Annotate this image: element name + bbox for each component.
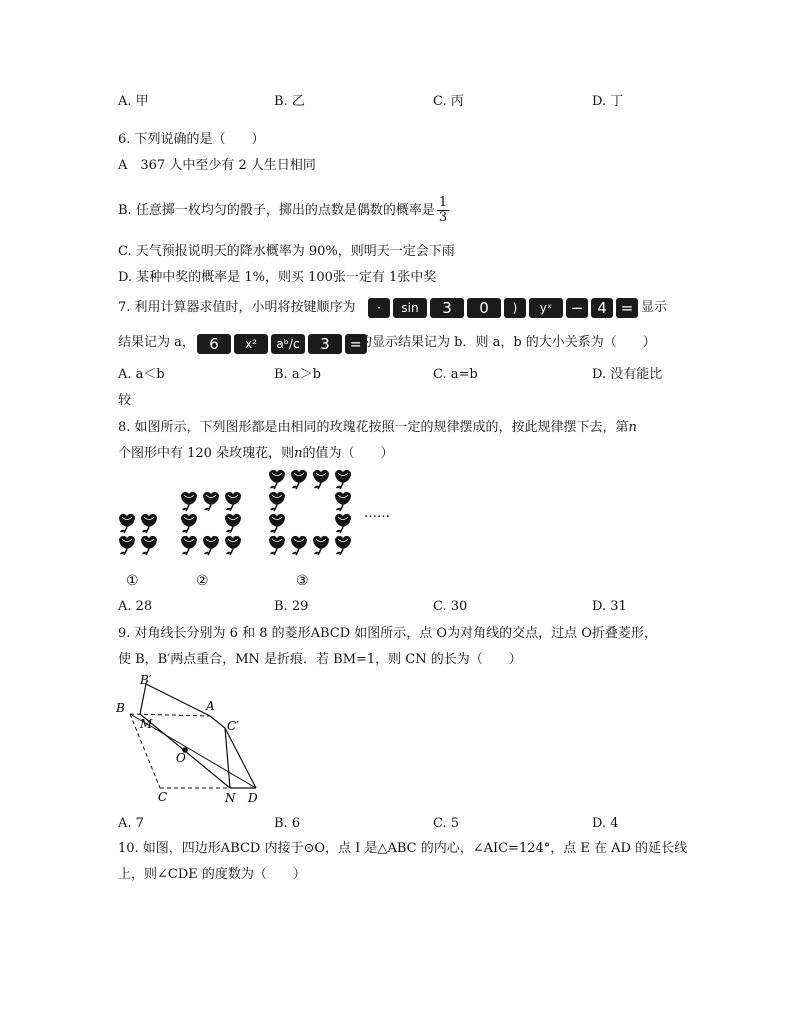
rose-icon bbox=[269, 492, 285, 511]
q6-option-b-text: B. 任意掷一枚均匀的骰子，掷出的点数是偶数的概率是 bbox=[118, 203, 435, 218]
rose-icon bbox=[291, 536, 307, 555]
q7-line1-prefix: 7. 利用计算器求值时，小明将按键顺序为 bbox=[118, 300, 356, 315]
q7-option-a: A. a＜b bbox=[118, 367, 165, 382]
q8-option-c: C. 30 bbox=[433, 599, 468, 614]
q7-line1-suffix: 显示 bbox=[641, 300, 668, 315]
calc-key: 4 bbox=[591, 298, 613, 318]
rose-icon bbox=[225, 492, 241, 511]
q7-line2-suffix: 的显示结果记为 b．则 a，b 的大小关系为（ ） bbox=[359, 335, 656, 350]
q9-line2: 使 B，B′两点重合，MN 是折痕．若 BM=1，则 CN 的长为（ ） bbox=[118, 652, 522, 667]
calc-key: 3 bbox=[430, 298, 464, 318]
label-d: D bbox=[248, 791, 258, 805]
rose-figure-2 bbox=[181, 492, 241, 555]
q6-option-c: C. 天气预报说明天的降水概率为 90%，则明天一定会下雨 bbox=[118, 244, 455, 259]
q9-rhombus-figure bbox=[110, 670, 270, 810]
label-b-prime: B′ bbox=[140, 673, 152, 687]
var-n: n bbox=[294, 446, 303, 461]
q8-line2 bbox=[118, 445, 393, 463]
q6-option-a: A 367 人中至少有 2 人生日相同 bbox=[118, 158, 316, 173]
label-n: N bbox=[225, 791, 236, 805]
rose-icon bbox=[269, 536, 285, 555]
rose-icon bbox=[181, 492, 197, 511]
q8-line2-suffix: 的值为（ ） bbox=[302, 446, 394, 461]
q9-line1: 9. 对角线长分别为 6 和 8 的菱形ABCD 如图所示，点 O为对角线的交点，过点 O折叠菱形， bbox=[118, 626, 657, 641]
calc-key: 6 bbox=[197, 334, 231, 354]
calc-key: · bbox=[368, 298, 390, 318]
segment-bp-m bbox=[140, 684, 146, 714]
calc-key: 0 bbox=[467, 298, 501, 318]
rose-figure-3 bbox=[269, 470, 351, 555]
rose-icon bbox=[225, 514, 241, 533]
label-a: A bbox=[206, 699, 215, 713]
calc-key: = bbox=[616, 298, 638, 318]
q9-option-c: C. 5 bbox=[433, 816, 460, 831]
label-o: O bbox=[176, 751, 186, 765]
calc-key: 3 bbox=[308, 334, 342, 354]
rose-icon bbox=[291, 470, 307, 489]
label-b: B bbox=[116, 701, 125, 715]
rose-icon bbox=[335, 514, 351, 533]
q8-line1 bbox=[118, 419, 637, 437]
calc-key: sin bbox=[393, 298, 427, 318]
q6-option-d: D. 某种中奖的概率是 1%，则买 100张一定有 1张中奖 bbox=[118, 270, 437, 285]
fraction bbox=[437, 196, 449, 225]
q7-key-sequence-2 bbox=[197, 333, 370, 354]
q7-key-sequence-1 bbox=[368, 297, 641, 318]
q5-option-d: D. 丁 bbox=[592, 94, 624, 109]
figure-label-3: ③ bbox=[296, 573, 309, 589]
q8-option-a: A. 28 bbox=[118, 599, 153, 614]
q9-option-a: A. 7 bbox=[118, 816, 144, 831]
q7-option-b: B. a＞b bbox=[274, 367, 321, 382]
label-c-prime: C′ bbox=[227, 719, 239, 733]
rose-icon bbox=[119, 536, 135, 555]
q8-ellipsis: …… bbox=[364, 506, 390, 521]
calc-key: = bbox=[345, 334, 367, 354]
q6-option-b bbox=[118, 196, 449, 225]
rose-icon bbox=[141, 514, 157, 533]
rose-icon bbox=[181, 536, 197, 555]
folded-outline bbox=[146, 684, 256, 788]
q8-line1-text: 8. 如图所示，下列图形都是由相同的玫瑰花按照一定的规律摆成的，按此规律摆下去，第 bbox=[118, 420, 629, 435]
rose-icon bbox=[269, 470, 285, 489]
q9-option-b: B. 6 bbox=[274, 816, 301, 831]
q9-option-d: D. 4 bbox=[592, 816, 619, 831]
rose-icon bbox=[313, 470, 329, 489]
fraction-denominator: 3 bbox=[438, 210, 448, 225]
q6-stem: 6. 下列说确的是（ ） bbox=[118, 132, 265, 147]
rose-icon bbox=[141, 536, 157, 555]
rose-icon bbox=[335, 536, 351, 555]
q5-option-c: C. 丙 bbox=[433, 94, 464, 109]
q7-line2-prefix: 结果记为 a， bbox=[118, 335, 195, 350]
q5-option-a: A. 甲 bbox=[118, 94, 149, 109]
q8-line2-prefix: 个图形中有 120 朵玫瑰花，则 bbox=[118, 446, 295, 461]
rose-figure-1 bbox=[119, 514, 157, 555]
rose-icon bbox=[335, 492, 351, 511]
rose-icon bbox=[313, 536, 329, 555]
calc-key: aᵇ/c bbox=[271, 334, 305, 354]
rose-icon bbox=[335, 470, 351, 489]
label-m: M bbox=[140, 717, 153, 731]
q5-option-b: B. 乙 bbox=[274, 94, 305, 109]
var-n: n bbox=[628, 420, 637, 435]
figure-label-1: ① bbox=[126, 573, 139, 589]
fraction-numerator: 1 bbox=[438, 195, 448, 210]
rose-icon bbox=[203, 536, 219, 555]
q7-option-c: C. a=b bbox=[433, 367, 478, 382]
q8-rose-figures bbox=[110, 462, 410, 590]
q10-line2: 上，则∠CDE 的度数为（ ） bbox=[118, 867, 306, 882]
q7-option-d: D. 没有能比 bbox=[592, 367, 663, 382]
q8-option-b: B. 29 bbox=[274, 599, 309, 614]
calc-key: yˣ bbox=[529, 298, 563, 318]
calc-key: x² bbox=[234, 334, 268, 354]
rose-icon bbox=[225, 536, 241, 555]
q10-line1: 10. 如图，四边形ABCD 内接于⊙O，点 I 是△ABC 的内心，∠AIC=124°，点 E 在 AD 的延长线 bbox=[118, 841, 688, 856]
rose-icon bbox=[203, 492, 219, 511]
rose-icon bbox=[181, 514, 197, 533]
q8-option-d: D. 31 bbox=[592, 599, 627, 614]
rose-icon bbox=[119, 514, 135, 533]
q7-option-d-wrap: 较 bbox=[118, 393, 132, 408]
rose-icon bbox=[269, 514, 285, 533]
calc-key: ) bbox=[504, 298, 526, 318]
figure-label-2: ② bbox=[196, 573, 209, 589]
label-c: C bbox=[158, 790, 168, 804]
calc-key: − bbox=[566, 298, 588, 318]
